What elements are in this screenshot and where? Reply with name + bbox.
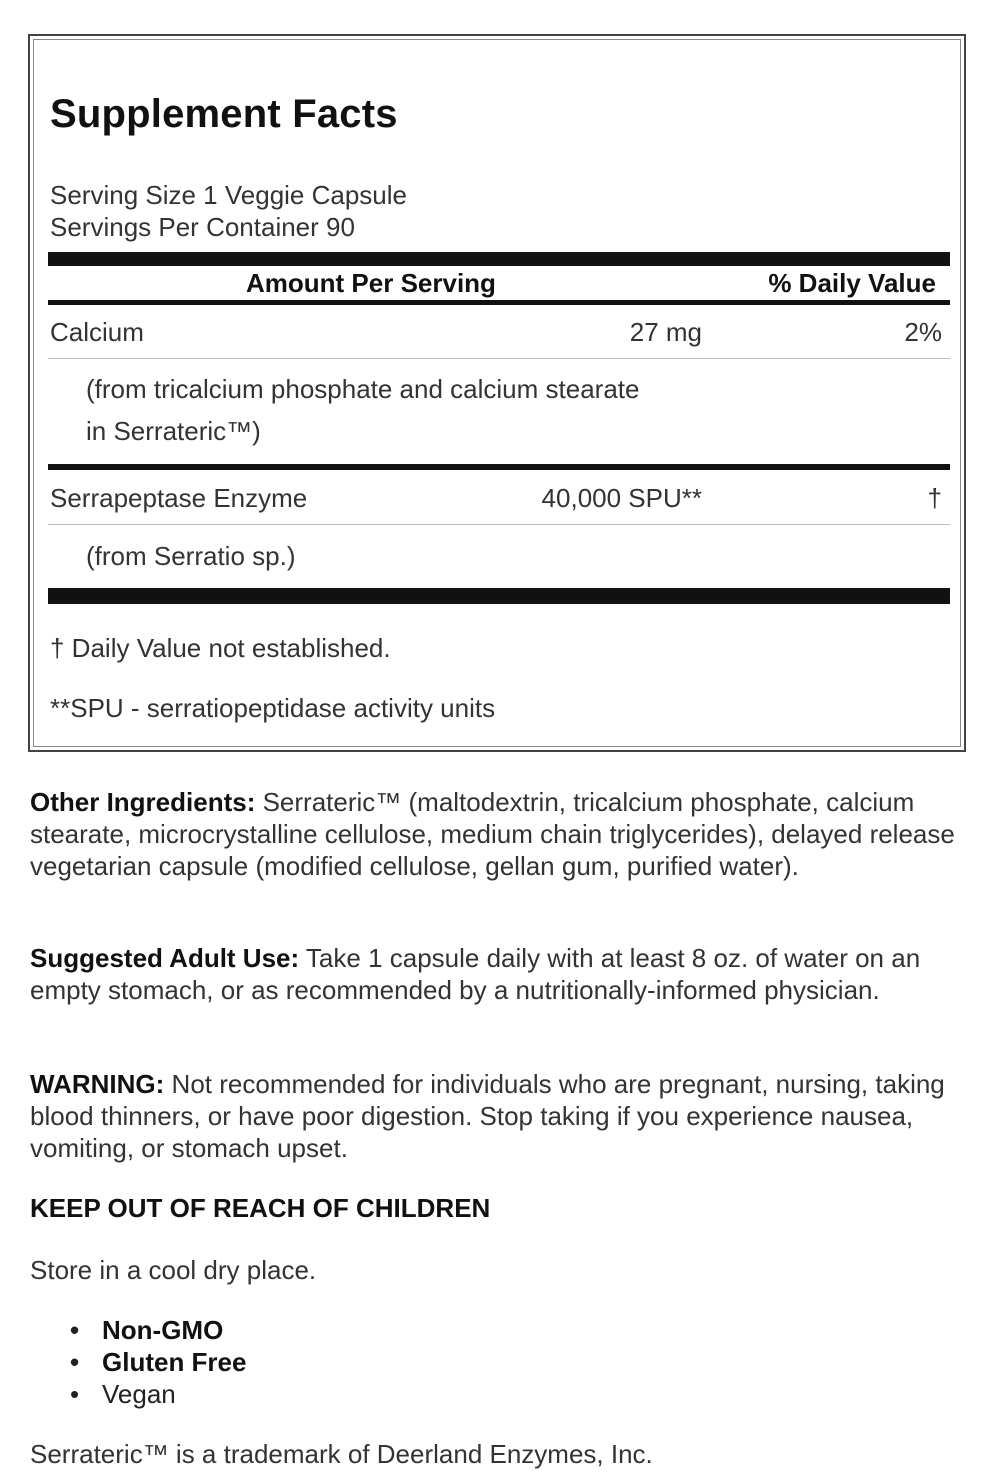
header-top-rule (48, 252, 950, 266)
amount-per-serving-header: Amount Per Serving (246, 268, 496, 298)
warning-label: WARNING: (30, 1069, 165, 1099)
badge-non-gmo: • Non-GMO (70, 1314, 246, 1346)
other-ingredients (30, 786, 970, 882)
storage-note: Store in a cool dry place. (30, 1255, 317, 1285)
calcium-amount: 27 mg (629, 317, 702, 347)
servings-per-container: Servings Per Container 90 (50, 212, 355, 242)
serrapeptase-amount: 40,000 SPU** (541, 483, 702, 513)
footnote-spu: **SPU - serratiopeptidase activity units (50, 693, 496, 723)
other-ingredients-label: Other Ingredients: (30, 787, 256, 817)
suggested-use-label: Suggested Adult Use: (30, 943, 300, 973)
daily-value-header: % Daily Value (768, 268, 936, 298)
serrapeptase-source: (from Serratio sp.) (86, 541, 296, 571)
badge-list (70, 1314, 246, 1410)
serrapeptase-dv: † (927, 483, 942, 513)
header-bottom-rule (48, 300, 950, 305)
footnote-dagger: † Daily Value not established. (50, 633, 391, 663)
facts-title: Supplement Facts (50, 92, 398, 136)
calcium-divider (48, 358, 950, 359)
serving-size: Serving Size 1 Veggie Capsule (50, 180, 408, 210)
calcium-bottom-rule (48, 464, 950, 470)
trademark-note: Serrateric™ is a trademark of Deerland Enzymes, Inc. (30, 1439, 653, 1469)
other-ingredients-text: Serrateric™ (maltodextrin, tricalcium phosphate, calcium stearate, microcrystalline cellulose, medium chain triglycerides), delayed release vegetarian capsule (modified cellulose, gellan gum, purified water). (30, 787, 955, 881)
serrapeptase-name: Serrapeptase Enzyme (50, 483, 308, 513)
calcium-source-line2: in Serrateric™) (86, 416, 261, 446)
facts-bottom-rule (48, 588, 950, 604)
badge-vegan: • Vegan (70, 1378, 246, 1410)
calcium-source-line1: (from tricalcium phosphate and calcium stearate (86, 374, 640, 404)
keep-out-notice: KEEP OUT OF REACH OF CHILDREN (30, 1193, 491, 1223)
warning-text: Not recommended for individuals who are pregnant, nursing, taking blood thinners, or have poor digestion. Stop taking if you experience nausea, vomiting, or stomach upset. (30, 1069, 945, 1163)
calcium-name: Calcium (50, 317, 144, 347)
warning (30, 1068, 970, 1164)
supplement-facts-panel (28, 34, 966, 752)
suggested-use-text: Take 1 capsule daily with at least 8 oz. of water on an empty stomach, or as recommended by a nutritionally-informed physician. (30, 943, 921, 1005)
badge-gluten-free: • Gluten Free (70, 1346, 246, 1378)
suggested-use (30, 942, 970, 1006)
calcium-dv: 2% (904, 317, 942, 347)
serrapeptase-divider (48, 524, 950, 525)
